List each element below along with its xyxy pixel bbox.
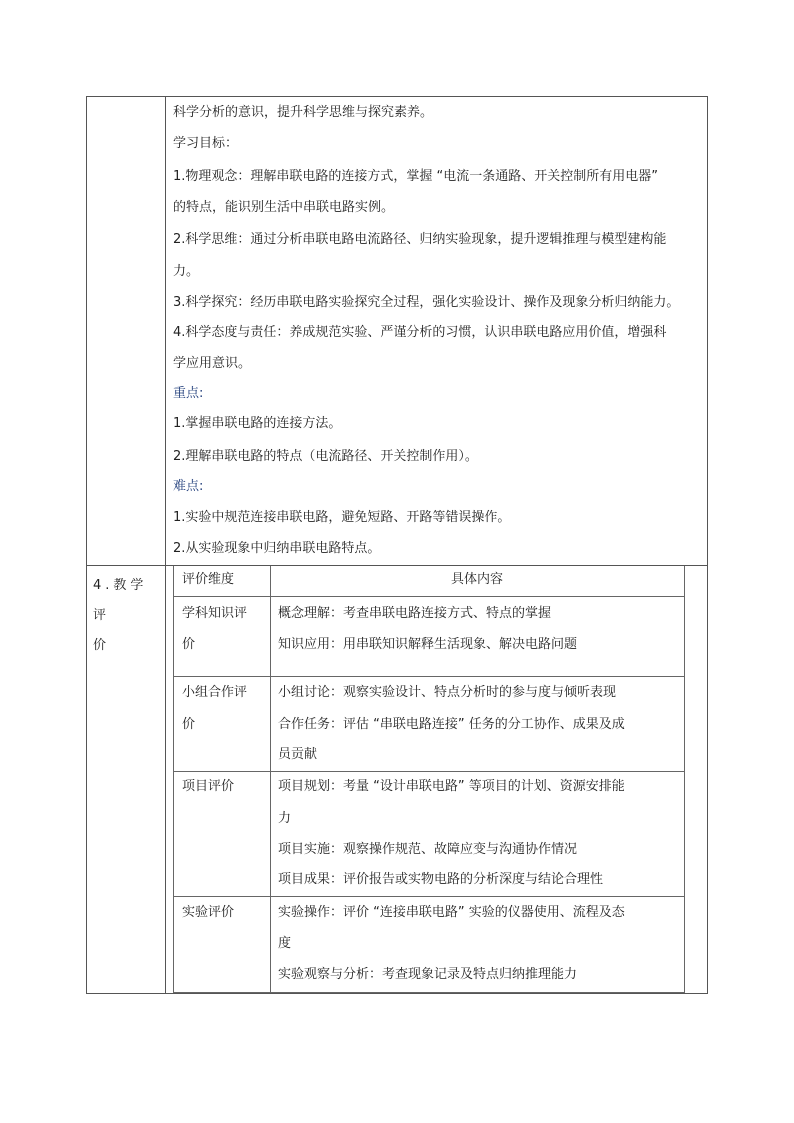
row-divider — [174, 676, 684, 677]
objectives-line: 2.从实验现象中归纳串联电路特点。 — [173, 541, 381, 556]
content-line: 力 — [278, 811, 292, 826]
dimension-label: 学科知识评 — [182, 606, 248, 621]
objectives-row — [87, 97, 707, 566]
objectives-line: 1.掌握串联电路的连接方法。 — [173, 416, 342, 431]
objectives-line: 学应用意识。 — [173, 356, 252, 371]
header-content: 具体内容 — [450, 572, 503, 587]
dimension-label: 价 — [182, 717, 196, 732]
evaluation-row — [87, 566, 707, 993]
section-label-line: 价 — [93, 638, 111, 653]
content-line: 项目成果：评价报告或实物电路的分析深度与结论合理性 — [278, 872, 604, 887]
section-label — [93, 571, 161, 661]
lesson-plan-table — [86, 96, 708, 994]
objectives-line: 2.科学思维：通过分析串联电路电流路径、归纳实验现象，提升逻辑推理与模型建构能 — [173, 232, 667, 247]
objectives-line: 1.实验中规范连接串联电路，避免短路、开路等错误操作。 — [173, 510, 511, 525]
objectives-line: 1.物理观念：理解串联电路的连接方式，掌握 “电流一条通路、开关控制所有用电器” — [173, 169, 659, 184]
header-dimension: 评价维度 — [182, 572, 235, 587]
row-divider — [174, 596, 684, 597]
difficulties-heading: 难点: — [173, 479, 204, 494]
content-line: 项目规划：考量 “设计串联电路” 等项目的计划、资源安排能 — [278, 779, 625, 794]
objectives-line: 的特点，能识别生活中串联电路实例。 — [173, 200, 395, 215]
content-line: 项目实施：观察操作规范、故障应变与沟通协作情况 — [278, 842, 578, 857]
key-points-heading: 重点: — [173, 386, 204, 401]
row-divider — [174, 771, 684, 772]
objectives-line: 2.理解串联电路的特点（电流路径、开关控制作用）。 — [173, 449, 478, 464]
content-line: 度 — [278, 936, 292, 951]
dimension-label: 小组合作评 — [182, 685, 248, 700]
dimension-label: 实验评价 — [182, 905, 235, 920]
dimension-label: 项目评价 — [182, 779, 235, 794]
inner-column-divider — [270, 566, 271, 993]
content-line: 实验观察与分析：考查现象记录及特点归纳推理能力 — [278, 967, 578, 982]
row-divider — [174, 896, 684, 897]
content-line: 实验操作：评价 “连接串联电路” 实验的仪器使用、流程及态 — [278, 905, 625, 920]
content-line: 小组讨论：观察实验设计、特点分析时的参与度与倾听表现 — [278, 685, 617, 700]
content-line: 合作任务：评估 “串联电路连接” 任务的分工协作、成果及成 — [278, 717, 625, 732]
objectives-line: 力。 — [173, 264, 200, 279]
objectives-line: 学习目标： — [173, 136, 239, 151]
dimension-label: 价 — [182, 637, 196, 652]
content-line: 员贡献 — [278, 747, 318, 762]
section-label-line: 4.教学评 — [93, 578, 148, 623]
content-line: 概念理解：考查串联电路连接方式、特点的掌握 — [278, 606, 552, 621]
objectives-line: 3.科学探究：经历串联电路实验探究全过程，强化实验设计、操作及现象分析归纳能力。 — [173, 295, 680, 310]
objectives-line: 科学分析的意识，提升科学思维与探究素养。 — [173, 105, 434, 120]
evaluation-table — [173, 566, 685, 993]
content-line: 知识应用：用串联知识解释生活现象、解决电路问题 — [278, 637, 578, 652]
objectives-line: 4.科学态度与责任：养成规范实验、严谨分析的习惯，认识串联电路应用价值，增强科 — [173, 325, 667, 340]
row-divider — [174, 992, 684, 993]
